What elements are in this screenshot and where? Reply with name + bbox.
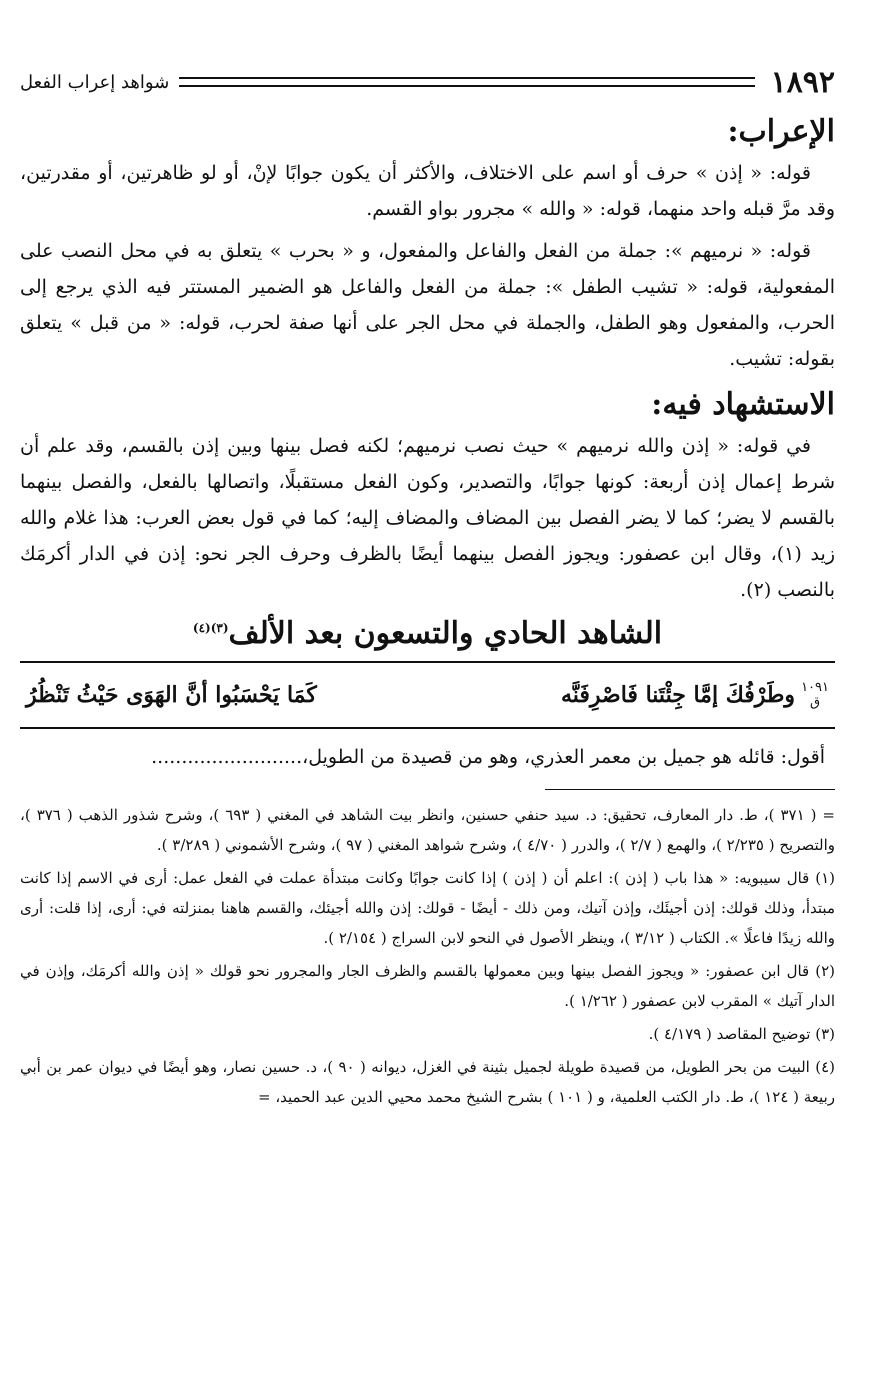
- footnote-1: (١) قال سيبويه: « هذا باب ( إذن ): اعلم أن ( إذن ) إذا كانت جوابًا وكانت مبتدأة عملت في الفعل عمل: أرى في الاسم إذا كانت مبتدأ، وذلك قولك: إذن أجيئَك، وإذن آتيك، ومن ذلك - أيضًا - قولك: إذن والله أجيئك، والقسم هاهنا بمنزلته في: أرى، إذا قلت: أرى والله زيدًا فاعلًا ». الكتاب ( ٣/١٢ )، وينظر الأصول في النحو لابن السراج ( ٢/١٥٤ ).: [20, 869, 835, 947]
- istishhad-heading: الاستشهاد فيه:: [651, 387, 835, 422]
- page-number: ١٨٩٢: [770, 64, 835, 100]
- verse-hemistich-1: وطَرْفُكَ إمَّا جِئْتَنا فَاصْرِفَنَّه: [560, 682, 796, 708]
- footnote-3: (٣) توضيح المقاصد ( ٤/١٧٩ ).: [648, 1025, 835, 1043]
- verse-right: [561, 680, 829, 710]
- verse-box: [20, 661, 835, 729]
- footnotes: [20, 800, 835, 1112]
- istishhad-paragraph: في قوله: « إذن والله نرميهم » حيث نصب نرميهم؛ لكنه فصل بينها وبين إذن بالقسم، وقد علم أن شرط إعمال إذن أربعة: كونها جوابًا، والتصدير، وكون الفعل مستقبلًا، واتصالها بالفعل، والفصل بينهما بالقسم لا يضر؛ كما لا يضر الفصل بين المضاف والمضاف إليه؛ كما في قول بعض العرب: هذا غلام والله زيد (١)، وقال ابن عصفور: ويجوز الفصل بينهما أيضًا بالظرف وحرف الجر نحو: إذن في الدار أكرمَك بالنصب (٢).: [20, 435, 835, 601]
- verse-number-block: [801, 680, 829, 710]
- page: [20, 62, 835, 1115]
- footnote-rule: [545, 789, 835, 790]
- shahid-title-text: الشاهد الحادي والتسعون بعد الألف: [228, 616, 663, 651]
- verse-hemistich-2: كَمَا يَحْسَبُوا أنَّ الهَوَى حَيْثُ تَنْظُرُ: [26, 682, 317, 708]
- verse-number: ١٠٩١: [801, 680, 829, 695]
- footnote-continuation: = ( ٣٧١ )، ط. دار المعارف، تحقيق: د. سيد حنفي حسنين، وانظر بيت الشاهد في المغني ( ٦٩٣ )، وشرح شذور الذهب ( ٣٧٦ )، والتصريح ( ٢/٢٣٥ )، والهمع ( ٢/٧ )، والدرر ( ٤/٧٠ )، وشرح شواهد المغني ( ٩٧ )، وشرح الأشموني ( ٣/٢٨٩ ).: [20, 806, 836, 854]
- header-rule: [179, 77, 754, 87]
- page-header: [20, 62, 835, 102]
- aqul-paragraph: أقول: قائله هو جميل بن معمر العذري، وهو من قصيدة من الطويل،.........................: [151, 746, 825, 768]
- irab-paragraph-1: قوله: « إذن » حرف أو اسم على الاختلاف، والأكثر أن يكون جوابًا لإنْ، أو لو ظاهرتين، أو مقدرتين، وقد مرَّ قبله واحد منهما، قوله: « والله » مجرور بواو القسم.: [20, 162, 835, 220]
- verse-meter: ق: [809, 695, 821, 710]
- irab-heading: الإعراب:: [727, 114, 835, 149]
- shahid-title: [20, 616, 835, 651]
- irab-paragraph-2: قوله: « نرميهم »: جملة من الفعل والفاعل والمفعول، و « بحرب » يتعلق به في محل النصب على المفعولية، قوله: « تشيب الطفل »: جملة من الفعل والفاعل هو الضمير المستتر فيه الذي يرجع إلى الحرب، والمفعول وهو الطفل، والجملة في محل الجر على أنها صفة لحرب، قوله: « من قبل » يتعلق بقوله: تشيب.: [20, 240, 835, 370]
- footnote-2: (٢) قال ابن عصفور: « ويجوز الفصل بينها وبين معمولها بالقسم والظرف الجار والمجرور نحو قولك « إذن والله أكرمَك، وإذن في الدار آتيك » المقرب لابن عصفور ( ١/٢٦٢ ).: [20, 962, 835, 1010]
- shahid-title-refs: (٣)(٤): [192, 621, 229, 635]
- footnote-4: (٤) البيت من بحر الطويل، من قصيدة طويلة لجميل بثينة في الغزل، ديوانه ( ٩٠ )، د. حسين نصار، وهو أيضًا في ديوان عمر بن أبي ربيعة ( ١٢٤ )، ط. دار الكتب العلمية، و ( ١٠١ ) بشرح الشيخ محمد محيي الدين عبد الحميد، =: [20, 1058, 836, 1106]
- running-title: شواهد إعراب الفعل: [20, 71, 170, 93]
